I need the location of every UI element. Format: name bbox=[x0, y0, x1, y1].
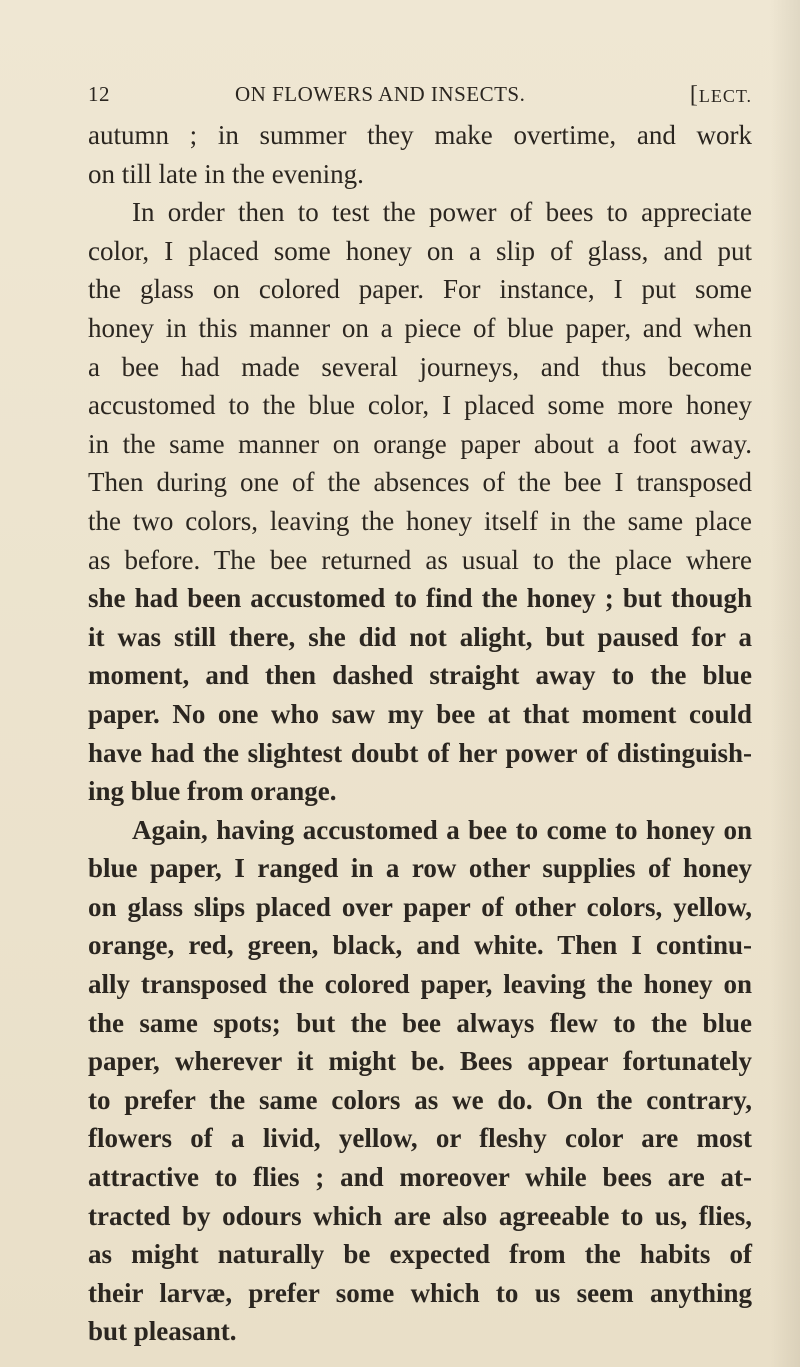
text-line: she had been accustomed to find the honey ; but though bbox=[88, 583, 752, 614]
running-head bbox=[88, 82, 752, 112]
text-line: paper, wherever it might be. Bees appear fortunately bbox=[88, 1046, 752, 1077]
text-line: to prefer the same colors as we do. On the contrary, bbox=[88, 1084, 752, 1115]
text-line: but pleasant. bbox=[88, 1316, 237, 1347]
text-line: on till late in the evening. bbox=[88, 158, 364, 189]
text-line: ing blue from orange. bbox=[88, 776, 337, 807]
text-line: as before. The bee returned as usual to the place where bbox=[88, 544, 752, 575]
text-line: the two colors, leaving the honey itself in the same place bbox=[88, 505, 752, 536]
text-line: their larvæ, prefer some which to us seem anything bbox=[88, 1277, 752, 1308]
lecture-marker bbox=[690, 82, 752, 109]
page-number: 12 bbox=[88, 82, 110, 106]
text-line: attractive to flies ; and moreover while bees are at- bbox=[88, 1162, 752, 1193]
text-line: moment, and then dashed straight away to the blue bbox=[88, 660, 752, 691]
lecture-label: LECT. bbox=[698, 86, 752, 106]
text-line: Then during one of the absences of the bee I transposed bbox=[88, 467, 752, 498]
text-line: tracted by odours which are also agreeable to us, flies, bbox=[88, 1200, 752, 1231]
text-line: on glass slips placed over paper of other colors, yellow, bbox=[88, 891, 752, 922]
running-title: ON FLOWERS AND INSECTS. bbox=[235, 82, 526, 106]
text-line: orange, red, green, black, and white. Then I continu- bbox=[88, 930, 752, 961]
lecture-bracket: [ bbox=[689, 82, 699, 108]
text-line: In order then to test the power of bees to appreciate bbox=[132, 197, 752, 228]
text-line: in the same manner on orange paper about a foot away. bbox=[88, 428, 752, 459]
body-text bbox=[88, 116, 752, 1351]
text-line: paper. No one who saw my bee at that moment could bbox=[88, 698, 752, 729]
text-line: honey in this manner on a piece of blue paper, and when bbox=[88, 312, 752, 343]
text-line: a bee had made several journeys, and thus become bbox=[88, 351, 752, 382]
text-line: blue paper, I ranged in a row other supplies of honey bbox=[88, 853, 752, 884]
text-line: the glass on colored paper. For instance, I put some bbox=[88, 274, 752, 305]
text-line: the same spots; but the bee always flew to the blue bbox=[88, 1007, 752, 1038]
text-line: flowers of a livid, yellow, or fleshy color are most bbox=[88, 1123, 752, 1154]
text-line: it was still there, she did not alight, but paused for a bbox=[88, 621, 752, 652]
text-line: as might naturally be expected from the habits of bbox=[88, 1239, 752, 1270]
text-line: Again, having accustomed a bee to come to honey on bbox=[132, 814, 752, 845]
text-line: ally transposed the colored paper, leaving the honey on bbox=[88, 969, 752, 1000]
text-line: autumn ; in summer they make overtime, and work bbox=[88, 120, 752, 150]
text-line: color, I placed some honey on a slip of glass, and put bbox=[88, 235, 752, 266]
text-line: have had the slightest doubt of her power of distinguish- bbox=[88, 737, 752, 768]
text-line: accustomed to the blue color, I placed some more honey bbox=[88, 390, 752, 421]
